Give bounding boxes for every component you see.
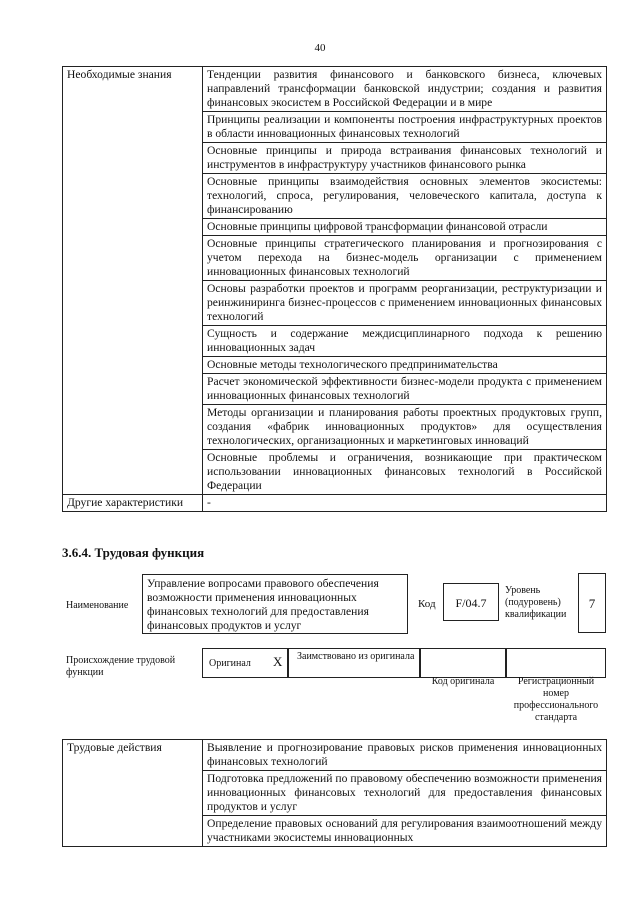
knowledge-item: Основные проблемы и ограничения, возникающие при практическом использовании инновационных финансовых технологий в Российской Федерации	[203, 450, 607, 495]
knowledge-item: Основные методы технологического предпринимательства	[203, 357, 607, 374]
function-name-value: Управление вопросами правового обеспечения возможности применения инновационных финансовых технологий для предоставления финансовых продуктов и услуг	[147, 577, 379, 632]
reg-number-caption: Регистрационный номер профессионального стандарта	[513, 676, 599, 723]
code-box	[443, 583, 499, 621]
knowledge-item: Основные принципы и природа встраивания финансовых технологий и инструментов в инфраструктуру участников финансового рынка	[203, 143, 607, 174]
function-name-box	[142, 574, 408, 634]
code-original-caption: Код оригинала	[431, 676, 495, 687]
level-value: 7	[588, 596, 596, 611]
knowledge-item: Основные принципы цифровой трансформации финансовой отрасли	[203, 219, 607, 236]
other-characteristics-value: -	[203, 495, 607, 512]
original-label: Оригинал	[209, 658, 251, 669]
level-label: Уровень (подуровень) квалификации	[505, 585, 567, 620]
knowledge-item: Расчет экономической эффективности бизнес-модели продукта с применением инновационных финансовых технологий	[203, 374, 607, 405]
actions-label: Трудовые действия	[63, 740, 203, 847]
action-item: Определение правовых оснований для регулирования взаимоотношений между участниками экосистемы инновационных	[203, 816, 607, 847]
knowledge-item: Основные принципы стратегического планирования и прогнозирования с учетом перехода на бизнес-модель организации с применением инновационных финансовых технологий	[203, 236, 607, 281]
table-row	[63, 495, 607, 512]
table-row	[63, 67, 607, 112]
borrowed-box	[288, 648, 420, 678]
knowledge-item: Основы разработки проектов и программ реорганизации, реструктуризации и реинжиниринга бизнес-процессов с применением инновационных финансовых технологий	[203, 281, 607, 326]
original-box	[202, 648, 288, 678]
origin-label: Происхождение трудовой функции	[66, 655, 176, 678]
knowledge-item: Основные принципы взаимодействия основных элементов экосистемы: технологий, спроса, регулирования, человеческого капитала, доступа к финансированию	[203, 174, 607, 219]
original-mark: X	[273, 654, 283, 669]
table-row	[63, 740, 607, 771]
level-box	[578, 573, 606, 633]
page-number: 40	[314, 42, 326, 54]
knowledge-item: Сущность и содержание междисциплинарного подхода к решению инновационных задач	[203, 326, 607, 357]
section-heading: 3.6.4. Трудовая функция	[62, 545, 205, 560]
other-characteristics-label: Другие характеристики	[63, 495, 203, 512]
action-item: Подготовка предложений по правовому обеспечению возможности применения инновационных финансовых технологий для предоставления финансовых продуктов и услуг	[203, 771, 607, 816]
name-label: Наименование	[66, 600, 129, 611]
code-original-box	[420, 648, 506, 678]
knowledge-item: Тенденции развития финансового и банковского бизнеса, ключевых направлений трансформации банковской индустрии; создания и развития финансовых экосистем в Российской Федерации и в мире	[203, 67, 607, 112]
reg-number-box	[506, 648, 606, 678]
borrowed-label: Заимствовано из оригинала	[297, 651, 415, 662]
code-label: Код	[418, 598, 436, 610]
action-item: Выявление и прогнозирование правовых рисков применения инновационных финансовых технологий	[203, 740, 607, 771]
knowledge-item: Принципы реализации и компоненты построения инфраструктурных проектов в области инновационных финансовых технологий	[203, 112, 607, 143]
code-value: F/04.7	[455, 596, 487, 610]
actions-table	[62, 739, 607, 847]
knowledge-label: Необходимые знания	[63, 67, 203, 495]
knowledge-item: Методы организации и планирования работы проектных продуктовых групп, создания «фабрик инновационных продуктов» для осуществления технологических, организационных и маркетинговых инноваций	[203, 405, 607, 450]
knowledge-table	[62, 66, 607, 512]
